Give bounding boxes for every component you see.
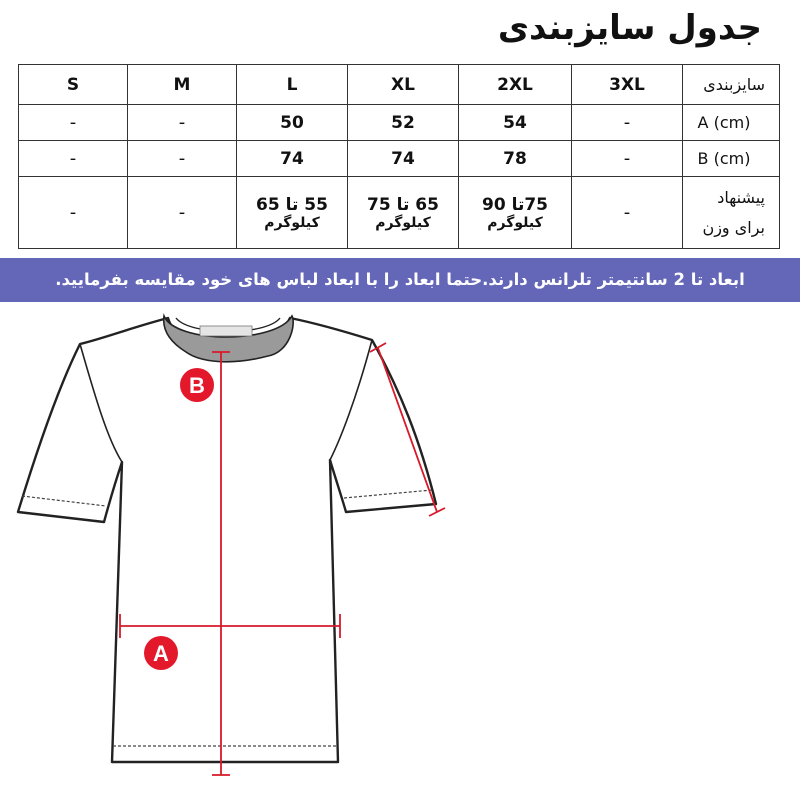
- size-header-l: L: [237, 65, 348, 105]
- cell-b-m: -: [128, 141, 237, 177]
- size-header-xl: XL: [348, 65, 459, 105]
- cell-a-l: 50: [237, 105, 348, 141]
- measure-a-label: A: [153, 641, 169, 666]
- weight-unit-l: کیلوگرم: [264, 214, 320, 231]
- cell-weight-l: [237, 177, 348, 249]
- weight-range-l: 55 تا 65: [256, 194, 328, 215]
- table-row-a: [19, 105, 780, 141]
- row-label-weight-line2: برای وزن: [702, 217, 765, 237]
- cell-b-xl: 74: [348, 141, 459, 177]
- cell-weight-2xl: [459, 177, 572, 249]
- weight-range-xl: 65 تا 75: [367, 194, 439, 215]
- cell-b-l: 74: [237, 141, 348, 177]
- measure-sleeve-cap-bottom: [429, 508, 445, 516]
- cell-b-3xl: -: [572, 141, 683, 177]
- size-header-m: M: [128, 65, 237, 105]
- cell-a-xl: 52: [348, 105, 459, 141]
- tolerance-banner: ابعاد تا 2 سانتیمتر تلرانس دارند.حتما ابعاد را با ابعاد لباس های خود مقایسه بفرمایید.: [0, 258, 800, 302]
- cell-a-3xl: -: [572, 105, 683, 141]
- row-label-size: سایزبندی: [683, 65, 780, 105]
- cell-a-2xl: 54: [459, 105, 572, 141]
- weight-range-2xl: 75تا 90: [481, 194, 549, 215]
- row-label-weight-line1: پیشنهاد: [717, 187, 765, 207]
- row-label-b: B (cm): [683, 141, 780, 177]
- row-label-weight: [683, 177, 780, 249]
- tshirt-diagram: [0, 302, 800, 800]
- size-table: [18, 64, 780, 249]
- shirt-outline: [18, 318, 436, 762]
- cell-a-s: -: [19, 105, 128, 141]
- size-header-s: S: [19, 65, 128, 105]
- page-title: جدول سایزبندی: [497, 8, 762, 48]
- row-label-a: A (cm): [683, 105, 780, 141]
- cell-b-2xl: 78: [459, 141, 572, 177]
- table-row-b: [19, 141, 780, 177]
- cell-weight-3xl: -: [572, 177, 683, 249]
- cell-a-m: -: [128, 105, 237, 141]
- cell-weight-xl: [348, 177, 459, 249]
- cell-weight-m: -: [128, 177, 237, 249]
- weight-unit-xl: کیلوگرم: [375, 214, 431, 231]
- cell-b-s: -: [19, 141, 128, 177]
- table-header-row: [19, 65, 780, 105]
- weight-unit-2xl: کیلوگرم: [487, 214, 543, 231]
- neck-label: [200, 326, 252, 336]
- measure-b-label: B: [189, 373, 205, 398]
- size-header-3xl: 3XL: [572, 65, 683, 105]
- cell-weight-s: -: [19, 177, 128, 249]
- table-row-weight: [19, 177, 780, 249]
- size-header-2xl: 2XL: [459, 65, 572, 105]
